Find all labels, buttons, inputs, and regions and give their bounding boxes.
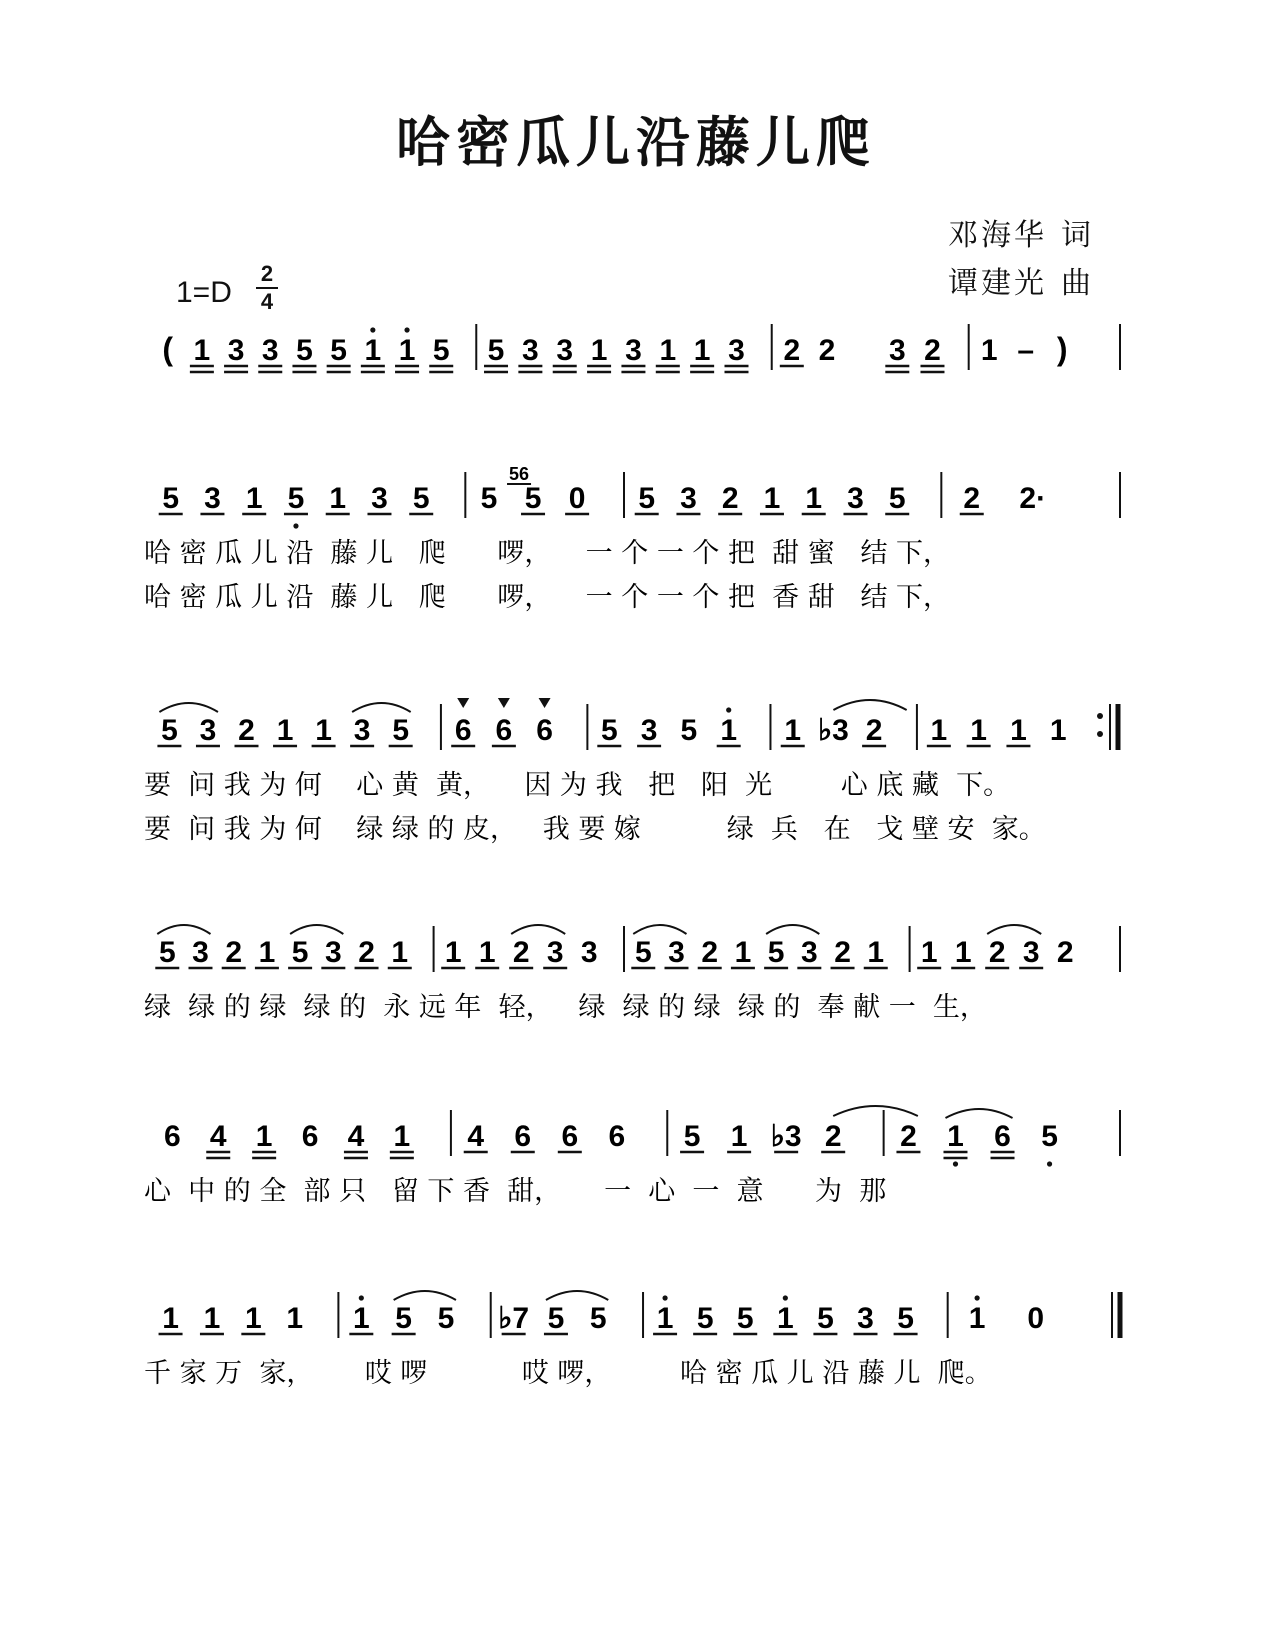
score-note: 5 bbox=[158, 936, 176, 969]
score-note: 5 bbox=[291, 936, 309, 969]
score-note: ♭7 bbox=[498, 1302, 530, 1335]
score-note: 5 bbox=[437, 1302, 455, 1335]
high-octave-dot bbox=[783, 1295, 788, 1300]
time-signature-numerator: 2 bbox=[260, 261, 274, 286]
score-note: 1 bbox=[393, 1120, 411, 1153]
score-note: 2 bbox=[824, 1120, 842, 1153]
slur-arc bbox=[290, 925, 343, 934]
slur-arc bbox=[945, 1109, 1012, 1118]
score-note: 1 bbox=[947, 1120, 964, 1153]
score-note: 1 bbox=[1049, 714, 1067, 747]
high-octave-dot bbox=[359, 1295, 364, 1300]
score-note: 5 bbox=[638, 482, 656, 515]
score-note: 2 bbox=[924, 334, 941, 367]
score-note: 6 bbox=[164, 1120, 181, 1153]
score-note: 1 bbox=[734, 936, 752, 969]
score-note: 1 bbox=[193, 334, 211, 367]
score-note: 5 bbox=[487, 334, 505, 367]
score-note: 1 bbox=[867, 936, 885, 969]
slur-arc bbox=[633, 925, 686, 934]
score-note: 3 bbox=[640, 714, 658, 747]
score-note: 5 bbox=[680, 714, 698, 747]
score-note: 1 bbox=[329, 482, 347, 515]
score-note: 1 bbox=[286, 1302, 304, 1335]
score-note: 2 bbox=[900, 1120, 917, 1153]
score-note: 5 bbox=[547, 1302, 565, 1335]
score-note: 3 bbox=[668, 936, 685, 969]
high-octave-dot bbox=[662, 1295, 667, 1300]
score-note: – bbox=[1017, 334, 1035, 367]
score-note: 1 bbox=[659, 334, 677, 367]
score-note: 1 bbox=[693, 334, 711, 367]
high-octave-dot bbox=[404, 327, 409, 332]
score-note: ♭3 bbox=[770, 1120, 802, 1153]
score-note: 5 bbox=[736, 1302, 754, 1335]
score-note: 1 bbox=[162, 1302, 179, 1335]
score-note: 1 bbox=[920, 936, 938, 969]
score-note: 1 bbox=[255, 1120, 273, 1153]
score-note: 1 bbox=[970, 714, 987, 747]
score-note: 2· bbox=[1019, 482, 1047, 515]
lyricist-name: 邓海华 bbox=[948, 218, 1047, 253]
score-note: 6 bbox=[454, 714, 472, 747]
score-note: 6 bbox=[561, 1120, 579, 1153]
score-note: 6 bbox=[495, 714, 513, 747]
score-note: 2 bbox=[865, 714, 883, 747]
score-note: 1 bbox=[444, 936, 462, 969]
lyric-line: 心 中 的 全 部 只 留 下 香 甜， 一 心 一 意 为 那 bbox=[144, 1176, 887, 1207]
lyric-line: 哈 密 瓜 儿 沿 藤 儿 爬 啰， 一 个 一 个 把 甜 蜜 结 下， bbox=[144, 538, 951, 569]
score-note: 3 bbox=[546, 936, 564, 969]
score-note: 1 bbox=[364, 334, 382, 367]
score-note: 4 bbox=[347, 1120, 365, 1153]
score-note: 6 bbox=[536, 714, 553, 747]
score-note: 3 bbox=[1022, 936, 1040, 969]
score-note: 5 bbox=[392, 714, 410, 747]
slur-arc bbox=[352, 703, 411, 712]
score-note: 1 bbox=[276, 714, 294, 747]
score-note: 1 bbox=[352, 1302, 370, 1335]
score-note: 3 bbox=[371, 482, 388, 515]
score-note: 5 bbox=[432, 334, 450, 367]
composer-role: 曲 bbox=[1061, 266, 1094, 301]
score-note: 5 bbox=[524, 482, 542, 515]
song-title: 哈密瓜儿沿藤儿爬 bbox=[396, 110, 876, 174]
score-note: ( bbox=[162, 331, 174, 367]
score-note: 1 bbox=[968, 1302, 986, 1335]
score-note: 5 bbox=[767, 936, 785, 969]
score-note: 4 bbox=[467, 1120, 485, 1153]
score-note: 3 bbox=[556, 334, 574, 367]
score-note: 5 bbox=[412, 482, 430, 515]
score-note: 3 bbox=[888, 334, 906, 367]
score-note: 5 bbox=[1041, 1120, 1058, 1153]
score-note: 5 bbox=[683, 1120, 701, 1153]
score-note: 5 bbox=[696, 1302, 714, 1335]
score-note: 2 bbox=[721, 482, 739, 515]
score-note: 1 bbox=[244, 1302, 262, 1335]
score-note: 1 bbox=[980, 334, 998, 367]
score-note: 3 bbox=[353, 714, 371, 747]
score-note: 5 bbox=[162, 482, 180, 515]
score-note: 1 bbox=[203, 1302, 221, 1335]
score-note: 6 bbox=[608, 1120, 626, 1153]
slur-arc bbox=[511, 925, 565, 934]
tie-arc bbox=[833, 700, 906, 710]
score-note: 1 bbox=[258, 936, 276, 969]
lyric-line: 绿 绿 的 绿 绿 的 永 远 年 轻， 绿 绿 的 绿 绿 的 奉 献 一 生， bbox=[144, 992, 987, 1023]
score-note: 3 bbox=[522, 334, 539, 367]
slur-arc bbox=[987, 925, 1041, 934]
score-note: 3 bbox=[324, 936, 342, 969]
repeat-dot bbox=[1097, 713, 1103, 719]
score-note: 5 bbox=[287, 482, 305, 515]
score-note: 1 bbox=[776, 1302, 794, 1335]
score-note: 1 bbox=[763, 482, 781, 515]
score-note: 3 bbox=[261, 334, 279, 367]
score-note: 2 bbox=[225, 936, 243, 969]
score-note: 2 bbox=[834, 936, 851, 969]
score-note: 2 bbox=[988, 936, 1006, 969]
score-note: 2 bbox=[963, 482, 981, 515]
score-note: 1 bbox=[805, 482, 823, 515]
slur-arc bbox=[394, 1291, 456, 1300]
tie-arc bbox=[833, 1106, 918, 1116]
slur-arc bbox=[159, 703, 218, 712]
score-note: 2 bbox=[701, 936, 719, 969]
score-note: 1 bbox=[930, 714, 948, 747]
score-note: 1 bbox=[784, 714, 802, 747]
score-note: 1 bbox=[315, 714, 332, 747]
score-note: 1 bbox=[245, 482, 263, 515]
slur-arc bbox=[157, 925, 210, 934]
score-note: 1 bbox=[656, 1302, 674, 1335]
score-note: 2 bbox=[238, 714, 255, 747]
score-note: ♭3 bbox=[817, 714, 849, 747]
score-note: 2 bbox=[818, 334, 836, 367]
score-note: 3 bbox=[580, 936, 598, 969]
score-note: 3 bbox=[847, 482, 864, 515]
low-octave-dot bbox=[1047, 1161, 1052, 1166]
repeat-dot bbox=[1097, 731, 1103, 737]
score-note: 2 bbox=[1056, 936, 1074, 969]
score-note: 3 bbox=[204, 482, 221, 515]
score-note: 5 bbox=[634, 936, 652, 969]
score-note: 5 bbox=[161, 714, 178, 747]
lyricist-role: 词 bbox=[1061, 218, 1094, 253]
score-note: 3 bbox=[857, 1302, 874, 1335]
score-note: 5 bbox=[888, 482, 906, 515]
score-note: 5 bbox=[589, 1302, 607, 1335]
score-note: 1 bbox=[590, 334, 608, 367]
lyric-line: 千 家 万 家， 哎 啰 哎 啰， 哈 密 瓜 儿 沿 藤 儿 爬。 bbox=[144, 1358, 992, 1389]
score-note: 3 bbox=[625, 334, 642, 367]
score-note: 2 bbox=[512, 936, 530, 969]
score-note: 3 bbox=[227, 334, 245, 367]
score-note: 1 bbox=[478, 936, 496, 969]
score-note: 3 bbox=[192, 936, 209, 969]
lyric-line: 要 问 我 为 何 心 黄 黄， 因 为 我 把 阳 光 心 底 藏 下。 bbox=[144, 770, 1011, 801]
grace-notes: 56 bbox=[509, 464, 530, 484]
score-note: 4 bbox=[209, 1120, 227, 1153]
high-octave-dot bbox=[975, 1295, 980, 1300]
slur-arc bbox=[546, 1291, 608, 1300]
score-note: 1 bbox=[720, 714, 738, 747]
score-note: 5 bbox=[395, 1302, 412, 1335]
lyric-line: 哈 密 瓜 儿 沿 藤 儿 爬 啰， 一 个 一 个 把 香 甜 结 下， bbox=[144, 582, 951, 613]
score-note: 2 bbox=[358, 936, 375, 969]
high-octave-dot bbox=[370, 327, 375, 332]
score-note: 0 bbox=[1027, 1302, 1045, 1335]
score-note: 1 bbox=[954, 936, 972, 969]
score-note: 2 bbox=[783, 334, 801, 367]
score-note: 1 bbox=[398, 334, 416, 367]
score-note: 5 bbox=[296, 334, 313, 367]
score-note: 3 bbox=[728, 334, 745, 367]
score-note: ) bbox=[1056, 331, 1068, 367]
composer-name: 谭建光 bbox=[948, 266, 1047, 301]
score-note: 1 bbox=[730, 1120, 748, 1153]
score-note: 6 bbox=[514, 1120, 532, 1153]
high-octave-dot bbox=[726, 707, 731, 712]
score-note: 3 bbox=[199, 714, 217, 747]
time-signature-denominator: 4 bbox=[260, 289, 274, 314]
score-note: 1 bbox=[1010, 714, 1027, 747]
score-note: 5 bbox=[480, 482, 498, 515]
score-note: 6 bbox=[301, 1120, 319, 1153]
score-note: 5 bbox=[817, 1302, 834, 1335]
low-octave-dot bbox=[293, 523, 298, 528]
low-octave-dot bbox=[953, 1161, 958, 1166]
accent-mark bbox=[539, 698, 551, 708]
score-note: 1 bbox=[391, 936, 409, 969]
accent-mark bbox=[457, 698, 469, 708]
score-note: 5 bbox=[897, 1302, 914, 1335]
accent-mark bbox=[498, 698, 510, 708]
score-note: 3 bbox=[800, 936, 818, 969]
score-note: 5 bbox=[330, 334, 347, 367]
score-note: 0 bbox=[568, 482, 586, 515]
score-note: 6 bbox=[994, 1120, 1011, 1153]
lyric-line: 要 问 我 为 何 绿 绿 的 皮， 我 要 嫁 绿 兵 在 戈 壁 安 家。 bbox=[144, 814, 1046, 845]
key-signature: 1=D bbox=[176, 276, 232, 309]
score-note: 5 bbox=[600, 714, 618, 747]
slur-arc bbox=[766, 925, 819, 934]
score-note: 3 bbox=[680, 482, 697, 515]
